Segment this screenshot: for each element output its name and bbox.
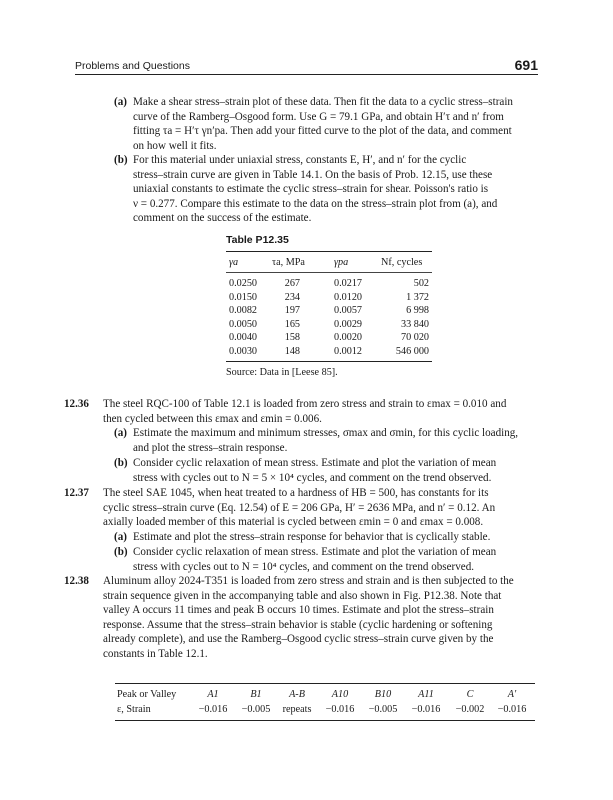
sequence-strain-value: −0.016: [198, 704, 228, 715]
table-header-gamma-a: γa: [229, 257, 239, 268]
table-cell: 0.0150: [229, 291, 258, 303]
text-line: then cycled between this εmax and εmin = 0.006.: [103, 412, 322, 425]
table-header-tau-a: τa, MPa: [272, 257, 305, 268]
text-line: and plot the stress–strain response.: [133, 441, 288, 454]
sequence-strain-value: −0.016: [325, 704, 355, 715]
table-cell: 158: [284, 332, 300, 343]
sequence-row-label-peak-valley: Peak or Valley: [117, 689, 177, 700]
text-line: on how well it fits.: [133, 139, 217, 152]
problem-number: 12.37: [64, 487, 89, 499]
text-line: curve of the Ramberg–Osgood form. Use G = 79.1 GPa, and obtain H′τ and n′ from: [133, 110, 504, 123]
sequence-strain-value: −0.005: [241, 704, 271, 715]
text-line: fitting τa = H′τ γn′pa. Then add your fitted curve to the plot of the data, and comment: [133, 125, 512, 137]
text-line: cyclic stress–strain curve (Eq. 12.54) of E = 206 GPa, H′ = 2636 MPa, and n′ = 0.12. An: [103, 501, 496, 514]
table-top-rule: [226, 251, 432, 252]
sequence-strain-value: −0.005: [368, 704, 398, 715]
sequence-strain-value: −0.016: [411, 704, 441, 715]
table-header-gamma-pa: γpa: [334, 257, 349, 268]
part-b-label: (b): [114, 154, 128, 166]
part-b-label: (b): [114, 457, 128, 469]
table-cell: 502: [413, 278, 429, 289]
table-cell: 0.0012: [334, 345, 363, 357]
problem-12-37: [64, 486, 549, 530]
text-line: strain sequence given in the accompanying table and also shown in Fig. P12.38. Note that: [103, 589, 502, 602]
text-line: stress with cycles out to N = 5 × 10⁴ cycles, and comment on the trend observed.: [133, 471, 492, 484]
sequence-table-bottom-rule: [115, 720, 535, 721]
text-line: Aluminum alloy 2024-T351 is loaded from zero stress and strain and is then subjected to the: [103, 575, 514, 587]
table-cell: 0.0120: [334, 291, 363, 303]
table-cell: 0.0040: [229, 332, 258, 343]
table-cell: 70 020: [400, 332, 429, 343]
problem-12-37-part-a: [114, 530, 549, 545]
problem-12-38: [64, 574, 549, 661]
table-cell: 546 000: [395, 345, 429, 357]
table-cell: 33 840: [400, 318, 429, 330]
part-a-label: (a): [114, 531, 127, 543]
problem-12-37-part-b: [114, 545, 549, 574]
problem-12-36-part-a: [114, 426, 549, 455]
table-cell: 234: [284, 291, 300, 303]
sequence-column-header: B1: [250, 689, 262, 700]
sequence-column-header: A10: [331, 689, 349, 700]
part-a-label: (a): [114, 96, 127, 108]
text-line: axially loaded member of this material is cycled between εmin = 0 and εmax = 0.008.: [103, 516, 484, 528]
table-cell: 6 998: [406, 305, 429, 316]
table-header-nf: Nf, cycles: [381, 257, 423, 268]
text-line: The steel SAE 1045, when heat treated to a hardness of HB = 500, has constants for its: [103, 487, 489, 499]
text-line: Consider cyclic relaxation of mean stress. Estimate and plot the variation of mean: [133, 457, 497, 469]
text-line: constants in Table 12.1.: [103, 647, 208, 660]
text-line: stress with cycles out to N = 10⁴ cycles, and comment on the trend observed.: [133, 560, 475, 573]
part-b-label: (b): [114, 546, 128, 558]
sequence-column-header: A-B: [289, 689, 305, 700]
text-line: already complete), and use the Ramberg–Osgood cyclic stress–strain curve given by the: [103, 633, 494, 645]
table-cell: 0.0217: [334, 278, 363, 289]
text-line: ν = 0.277. Compare this estimate to the data on the stress–strain plot from (a), and: [133, 197, 498, 210]
text-line: response. Assume that the stress–strain behavior is stable (cyclic hardening or softening: [103, 618, 493, 631]
sequence-column-header: A11: [418, 689, 434, 700]
sequence-column-header: C: [466, 689, 474, 700]
table-cell: 0.0020: [334, 332, 363, 343]
part-a-label: (a): [114, 427, 127, 439]
sequence-row-label-strain: ε, Strain: [117, 704, 151, 715]
text-line: valley A occurs 11 times and peak B occurs 10 times. Estimate and plot the stress–strain: [103, 604, 494, 616]
sequence-column-header: A′: [507, 689, 517, 700]
table-cell: 267: [284, 278, 300, 289]
sequence-strain-value: −0.002: [455, 704, 485, 715]
table-bottom-rule: [226, 361, 432, 362]
sequence-column-header: B10: [374, 689, 392, 700]
page-number: 691: [514, 57, 538, 73]
table-cell: 0.0030: [229, 345, 258, 357]
problem-number: 12.38: [64, 575, 89, 587]
text-line: stress–strain curve are given in Table 14.1. On the basis of Prob. 12.15, use these: [133, 168, 493, 181]
text-line: For this material under uniaxial stress, constants E, H′, and n′ for the cyclic: [133, 154, 467, 166]
table-cell: 0.0057: [334, 305, 363, 316]
sequence-table-top-rule: [115, 683, 535, 684]
table-cell: 0.0250: [229, 278, 258, 289]
text-line: uniaxial constants to estimate the cyclic stress–strain for shear. Poisson's ratio is: [133, 183, 489, 195]
table-title: Table P12.35: [226, 234, 289, 246]
text-line: Estimate the maximum and minimum stresses, σmax and σmin, for this cyclic loading,: [133, 427, 519, 439]
problem-35-part-b: [114, 153, 549, 226]
table-cell: 0.0050: [229, 318, 258, 330]
header-rule: [75, 74, 538, 75]
problem-number: 12.36: [64, 398, 89, 410]
text-line: Make a shear stress–strain plot of these data. Then fit the data to a cyclic stress–strain: [133, 96, 513, 108]
sequence-strain-value: −0.016: [497, 704, 527, 715]
text-line: The steel RQC-100 of Table 12.1 is loaded from zero stress and strain to εmax = 0.010 and: [103, 398, 507, 410]
text-line: Consider cyclic relaxation of mean stress. Estimate and plot the variation of mean: [133, 546, 497, 558]
table-header-rule: [226, 272, 432, 273]
problem-12-36: [64, 397, 549, 426]
problem-35-part-a: [114, 95, 549, 153]
table-source-note: Source: Data in [Leese 85].: [226, 367, 338, 378]
table-cell: 0.0082: [229, 305, 258, 316]
table-cell: 197: [284, 305, 300, 316]
text-line: Estimate and plot the stress–strain response for behavior that is cyclically stable.: [133, 531, 491, 543]
text-line: comment on the success of the estimate.: [133, 212, 312, 224]
table-cell: 0.0029: [334, 318, 363, 330]
table-cell: 1 372: [406, 291, 429, 303]
sequence-strain-value: repeats: [282, 704, 312, 715]
problem-12-36-part-b: [114, 456, 549, 485]
table-cell: 148: [284, 345, 300, 357]
sequence-column-header: A1: [207, 689, 219, 700]
running-header-title: Problems and Questions: [75, 60, 190, 72]
table-cell: 165: [284, 318, 300, 330]
